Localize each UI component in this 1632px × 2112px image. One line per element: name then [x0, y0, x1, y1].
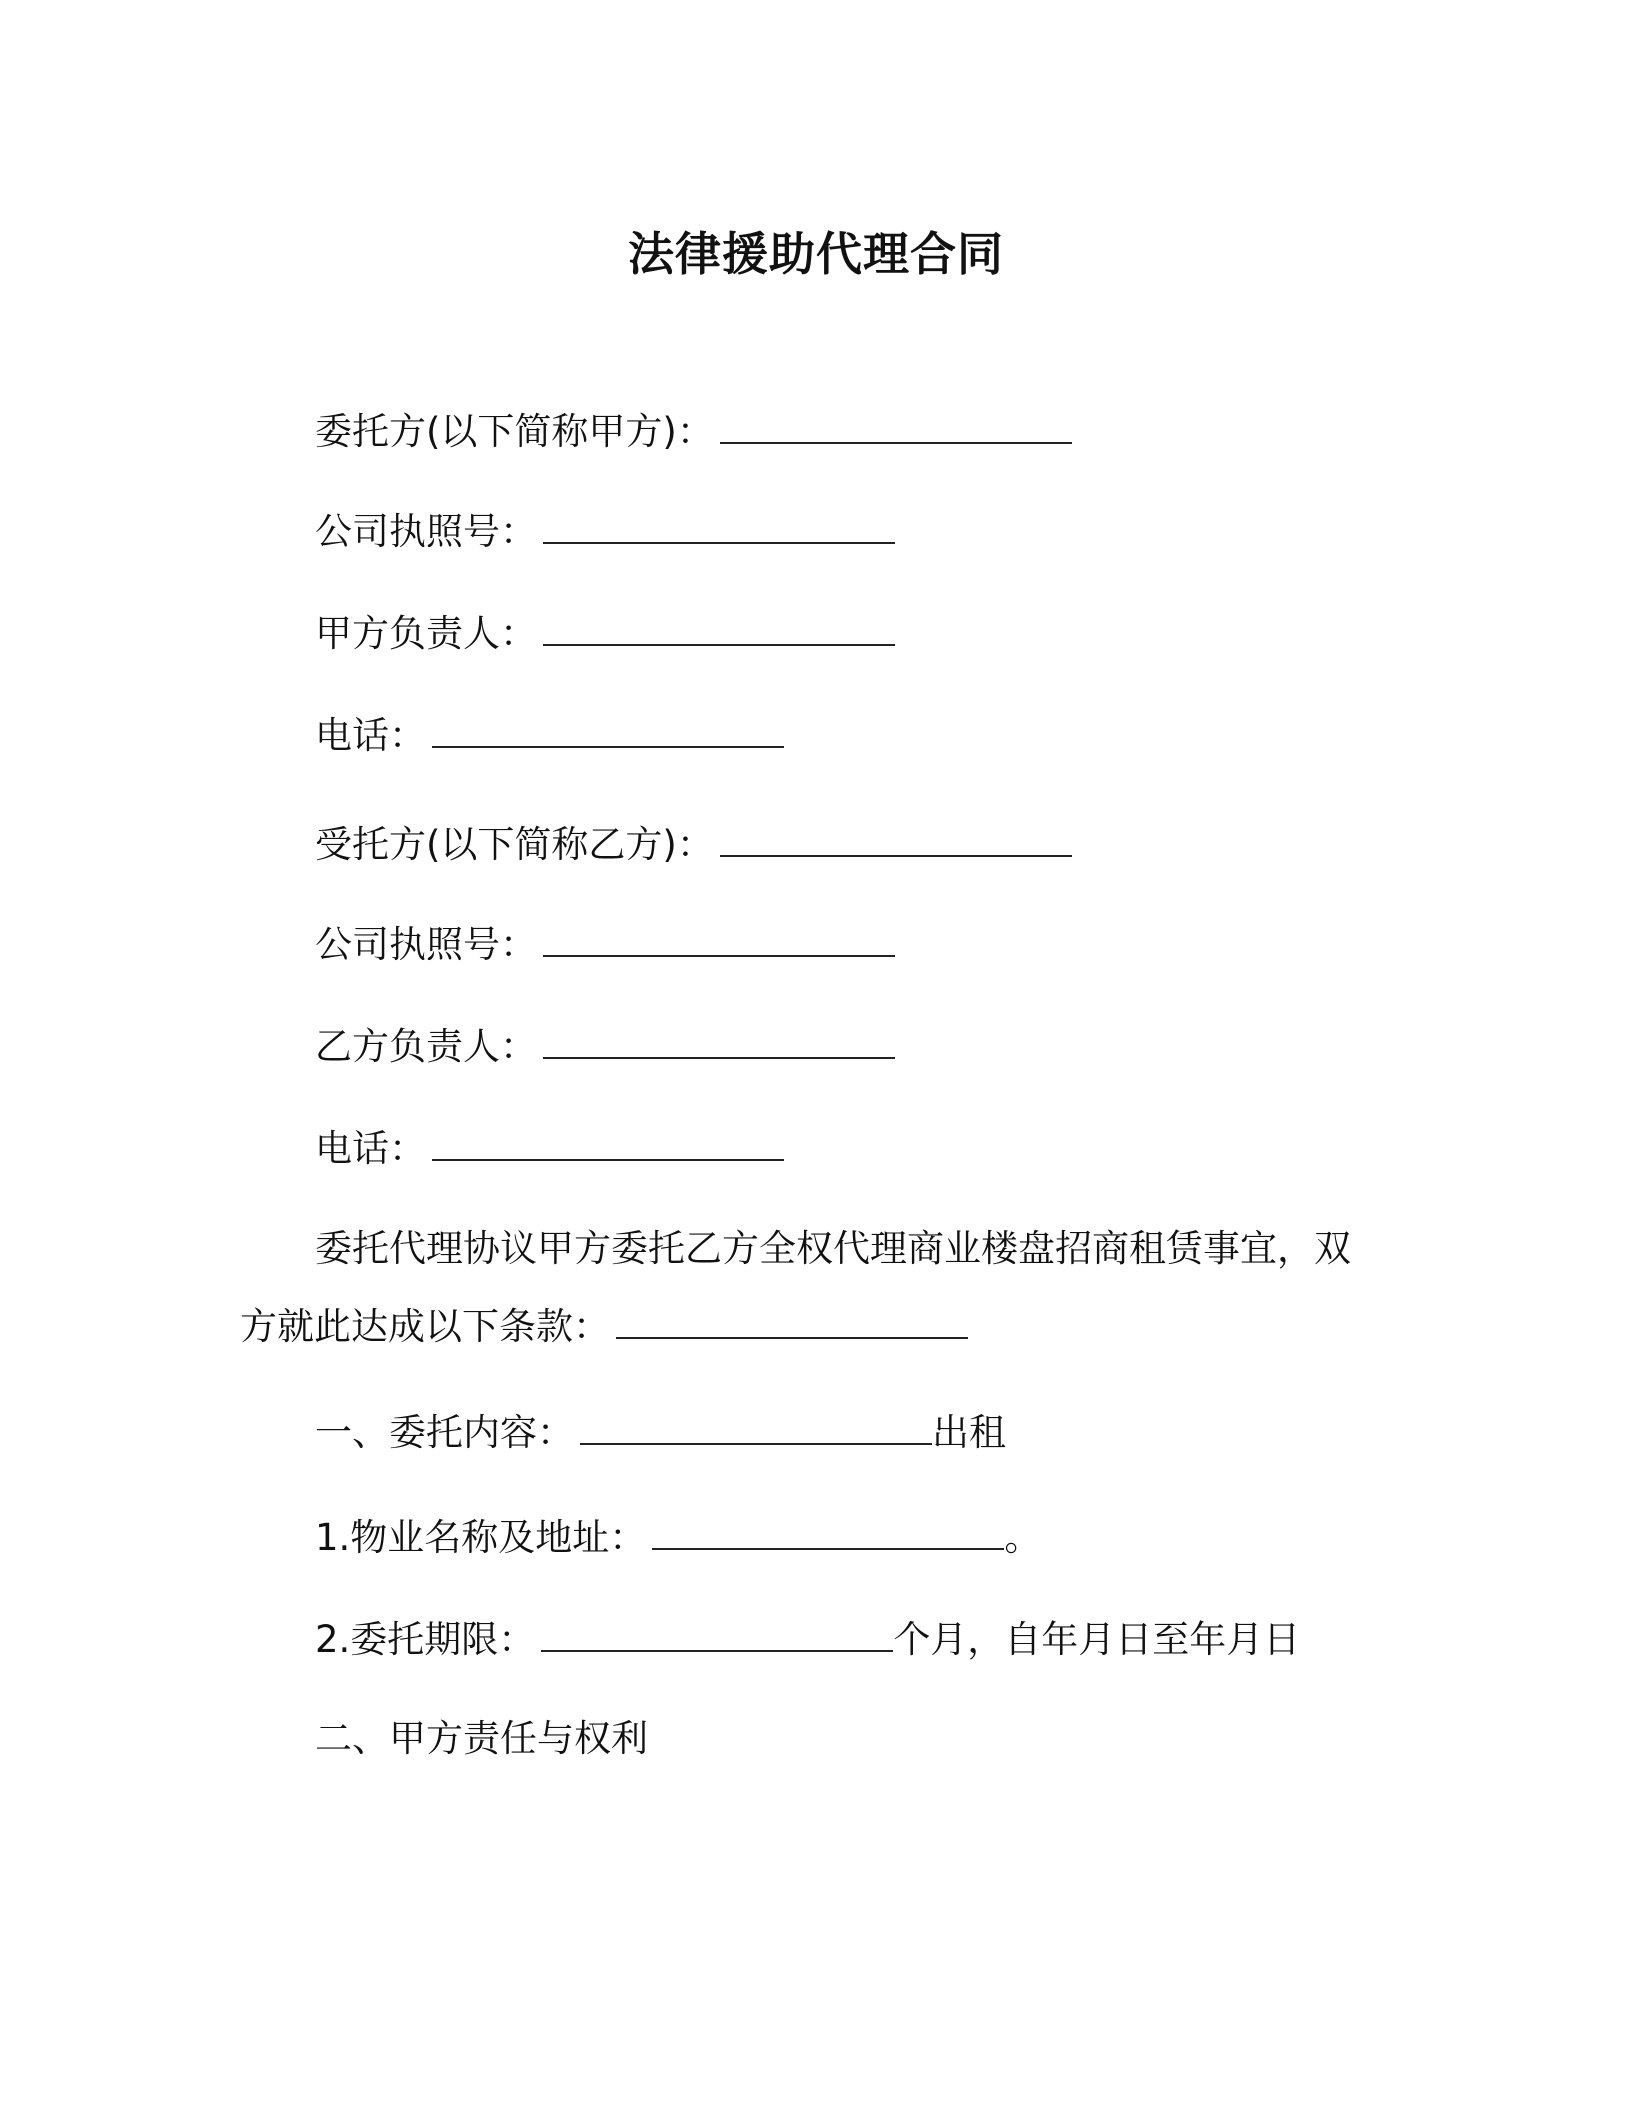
party-a-person-label: 甲方负责人：: [315, 612, 537, 655]
section1-heading-line: [315, 1411, 1006, 1454]
party-a-label: 委托方(以下简称甲方)：: [315, 410, 714, 453]
party-a-license-line: [315, 510, 895, 553]
party-a-person-blank[interactable]: [543, 612, 895, 646]
section1-item1-blank[interactable]: [652, 1516, 1004, 1550]
section1-heading: 一、委托内容：: [315, 1411, 574, 1454]
section2-heading-line: [315, 1717, 648, 1760]
party-b-blank[interactable]: [720, 823, 1072, 857]
section1-item2-suffix: 个月，自年月日至年月日: [893, 1618, 1301, 1661]
section1-item2-label: 2.委托期限：: [315, 1618, 536, 1661]
section1-item2-blank[interactable]: [541, 1618, 893, 1652]
section1-content-blank[interactable]: [580, 1411, 932, 1445]
party-b-phone-line: [315, 1127, 784, 1170]
party-a-phone-line: [315, 714, 784, 757]
party-a-phone-blank[interactable]: [432, 714, 784, 748]
party-b-license-label: 公司执照号：: [315, 923, 537, 966]
section1-item1-line: [315, 1516, 1042, 1559]
party-a-license-blank[interactable]: [543, 510, 895, 544]
party-b-label: 受托方(以下简称乙方)：: [315, 823, 714, 866]
section2-heading: 二、甲方责任与权利: [315, 1717, 648, 1760]
party-b-line: [315, 823, 1072, 866]
party-a-license-label: 公司执照号：: [315, 510, 537, 553]
intro-text: 委托代理协议甲方委托乙方全权代理商业楼盘招商租赁事宜，双方就此达成以下条款：: [240, 1227, 1351, 1348]
section1-item1-suffix: 。: [1004, 1516, 1042, 1559]
party-b-person-blank[interactable]: [543, 1025, 895, 1059]
party-a-person-line: [315, 612, 895, 655]
intro-paragraph: [240, 1210, 1370, 1366]
section1-item1-label: 1.物业名称及地址：: [315, 1516, 647, 1559]
intro-blank[interactable]: [616, 1305, 968, 1339]
party-b-license-blank[interactable]: [543, 923, 895, 957]
section1-suffix: 出租: [932, 1411, 1006, 1454]
party-b-person-line: [315, 1025, 895, 1068]
party-a-blank[interactable]: [720, 410, 1072, 444]
document-title: 法律援助代理合同: [628, 227, 1004, 281]
party-a-phone-label: 电话：: [315, 714, 426, 757]
party-a-line: [315, 410, 1072, 453]
party-b-phone-label: 电话：: [315, 1127, 426, 1170]
section1-item2-line: [315, 1618, 1301, 1661]
party-b-license-line: [315, 923, 895, 966]
party-b-person-label: 乙方负责人：: [315, 1025, 537, 1068]
party-b-phone-blank[interactable]: [432, 1127, 784, 1161]
